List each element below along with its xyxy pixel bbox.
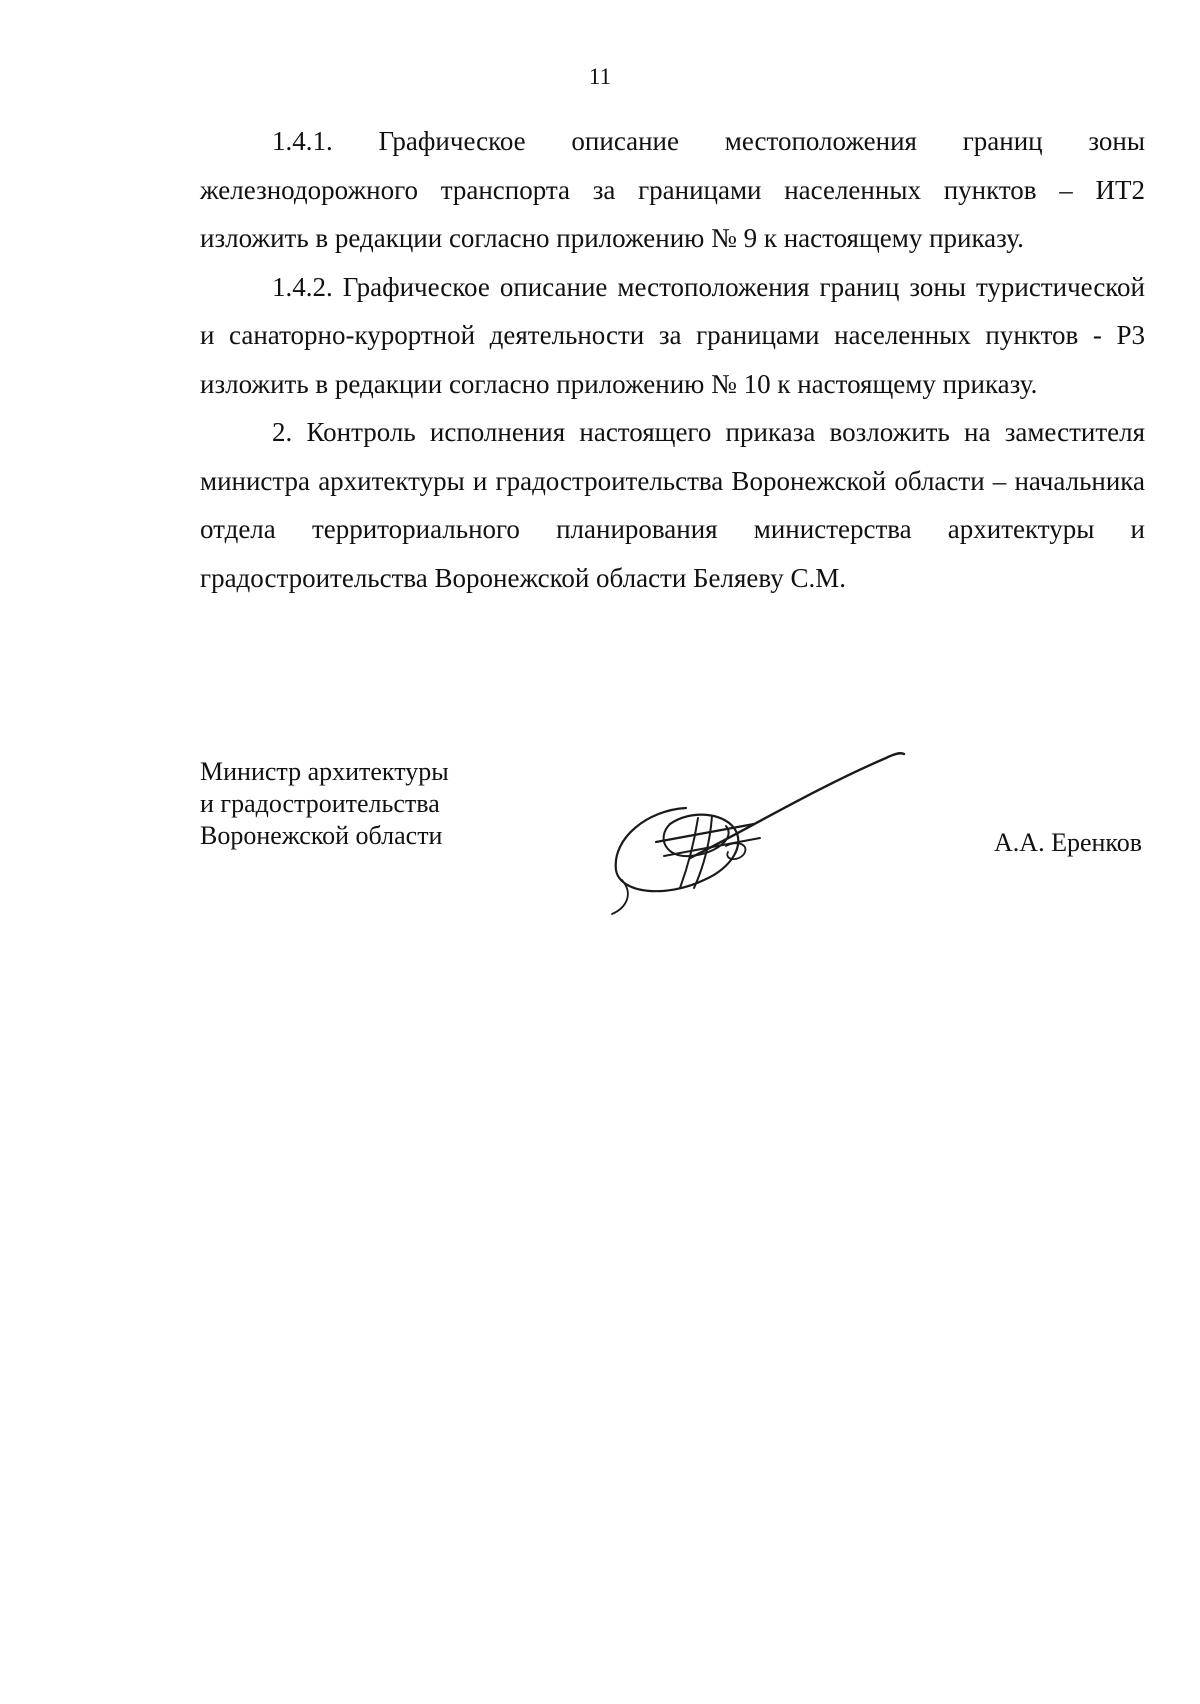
signer-name: А.А. Еренков bbox=[994, 828, 1142, 857]
page-number: 11 bbox=[588, 64, 612, 89]
signature-block bbox=[200, 756, 1145, 926]
signer-title-line: Министр архитектуры bbox=[200, 757, 449, 786]
signer-title-line: Воронежской области bbox=[200, 821, 443, 850]
signer-title-line: и градостроительства bbox=[200, 789, 440, 818]
signer-title bbox=[200, 756, 449, 852]
paragraph-1-4-2: 1.4.2. Графическое описание местоположения границ зоны туристической и санаторно-курортной деятельности за границами населенных пунктов - Р3 изложить в редакции согласно приложению № 10 к настоящему приказу. bbox=[200, 271, 1145, 399]
handwritten-signature bbox=[586, 748, 926, 918]
paragraph-2: 2. Контроль исполнения настоящего приказа возложить на заместителя министра архитектуры и градостроительства Воронежской области – начальника отдела территориального планирования министерства архитектуры и градостроительства Воронежской области Беляеву С.М. bbox=[200, 417, 1145, 593]
paragraph-1-4-1: 1.4.1. Графическое описание местоположения границ зоны железнодорожного транспорта за границами населенных пунктов – ИТ2 изложить в редакции согласно приложению № 9 к настоящему приказу. bbox=[200, 126, 1145, 253]
document-body bbox=[200, 117, 1145, 602]
